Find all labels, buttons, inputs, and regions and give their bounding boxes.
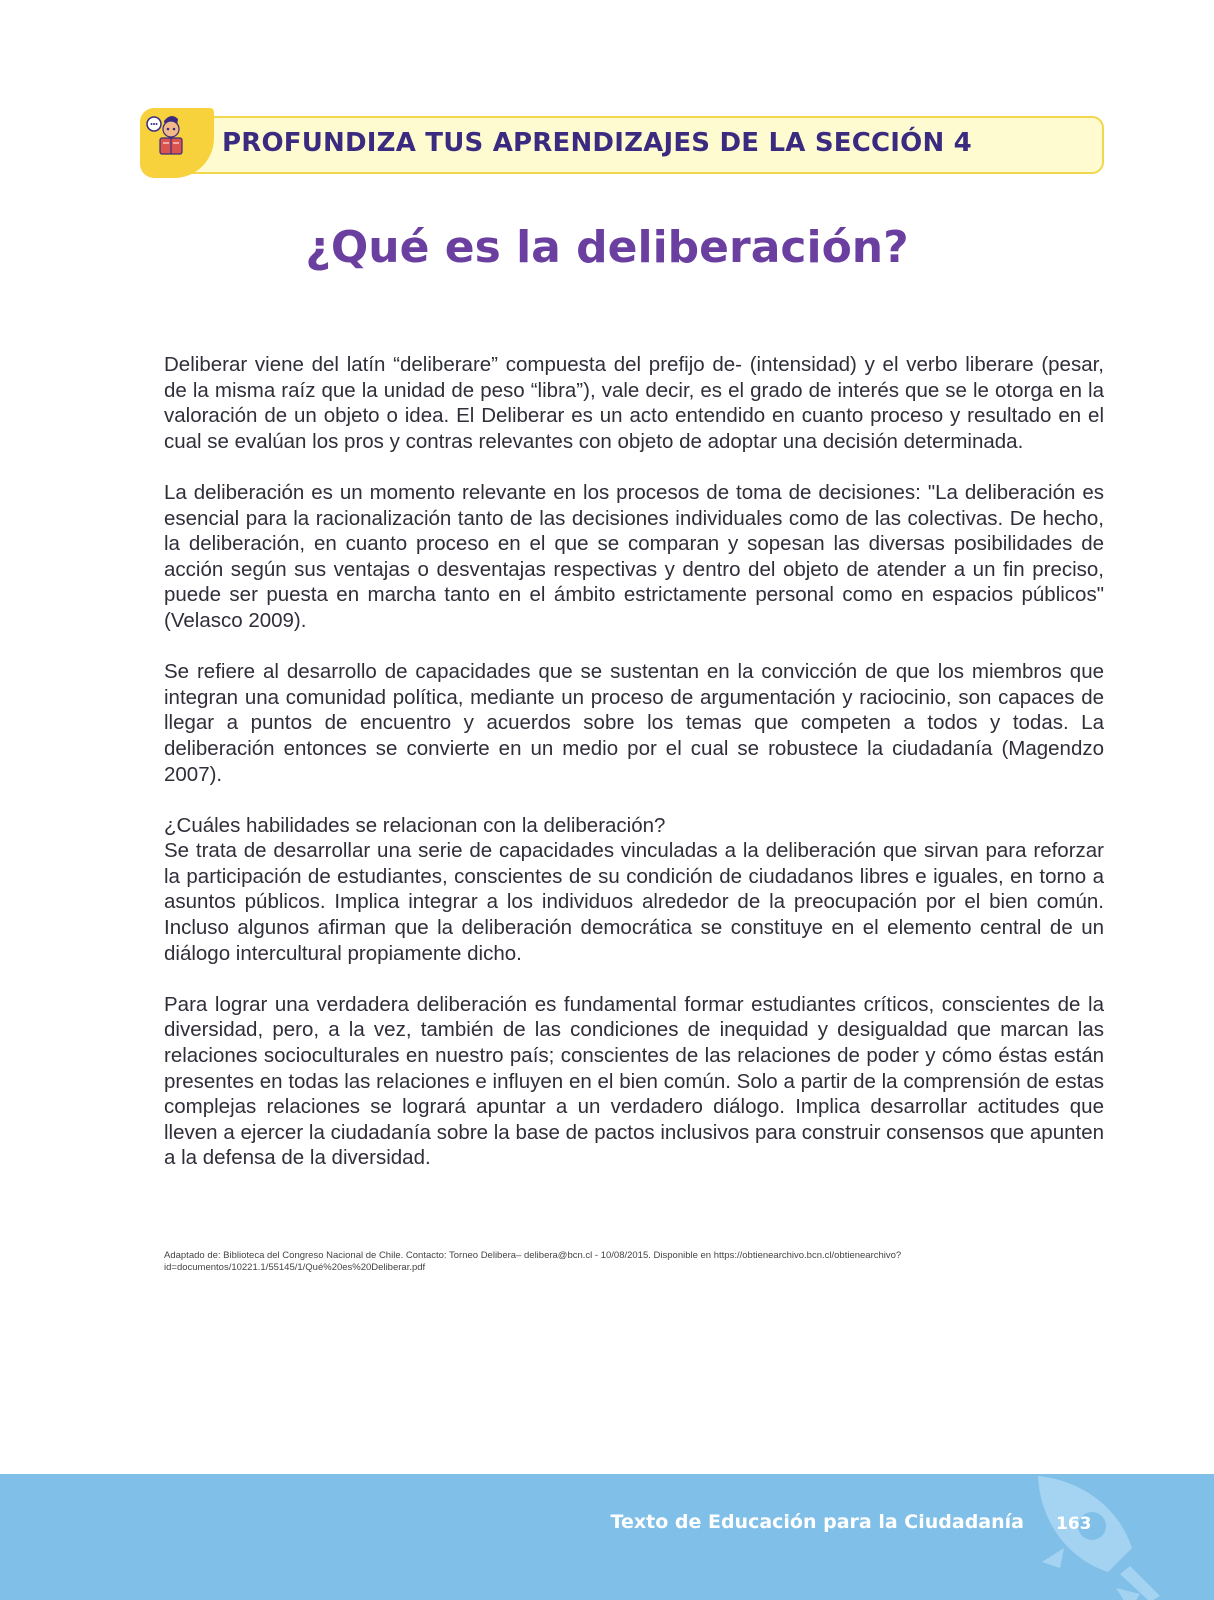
page-number: 163 [1056, 1514, 1092, 1534]
rocket-icon [1020, 1474, 1170, 1600]
paragraph-critical-students: Para lograr una verdadera deliberación es fundamental formar estudiantes críticos, conscientes de la diversidad, pero, a la vez, también de las condiciones de inequidad y desigualdad que marcan las relaciones socioculturales en nuestro país; conscientes de las relaciones de poder y cómo éstas están presentes en todas las relaciones e influyen en el bien común. Solo a partir de la comprensión de estas complejas relaciones se logrará apuntar a un verdadero diálogo. Implica desarrollar actitudes que lleven a ejercer la ciudadanía sobre la base de pactos inclusivos para construir consensos que apunten a la defensa de la diversidad. [164, 992, 1104, 1170]
section-badge [140, 108, 214, 178]
question-heading: ¿Cuáles habilidades se relacionan con la deliberación? [164, 813, 666, 837]
paragraph-decision-making: La deliberación es un momento relevante en los procesos de toma de decisiones: "La deliberación es esencial para la racionalización tanto de las decisiones individuales como de las colectivas. De hecho, la deliberación, en cuanto proceso en el que se comparan y sopesan las diversas posibilidades de acción según sus ventajas o desventajas respectivas y dentro del objeto de atender a un fin preciso, puede ser puesta en marcha tanto en el ámbito estrictamente personal como en espacios públicos" (Velasco 2009). [164, 480, 1104, 632]
book-title: Texto de Educación para la Ciudadanía [610, 1511, 1024, 1533]
page-footer [0, 1474, 1214, 1600]
page-title: ¿Qué es la deliberación? [305, 222, 909, 273]
article-body [164, 352, 1104, 1197]
source-citation: Adaptado de: Biblioteca del Congreso Nacional de Chile. Contacto: Torneo Delibera– delibera@bcn.cl - 10/08/2015. Disponible en https://obtienearchivo.bcn.cl/obtienearchivo?id=documentos/10221.1/55145/1/Qué%20es%20Deliberar.pdf [164, 1250, 902, 1273]
paragraph-capacities: Se refiere al desarrollo de capacidades que se sustentan en la convicción de que los miembros que integran una comunidad política, mediante un proceso de argumentación y raciocinio, son capaces de llegar a puntos de encuentro y acuerdos sobre los temas que competen a todos y todas. La deliberación entonces se convierte en un medio por el cual se robustece la ciudadanía (Magendzo 2007). [164, 660, 1104, 786]
paragraph-skills: Se trata de desarrollar una serie de capacidades vinculadas a la deliberación que sirvan para reforzar la participación de estudiantes, conscientes de su condición de ciudadanos libres e iguales, en torno a asuntos públicos. Implica integrar a los individuos alrededor de la preocupación por el bien común. Incluso algunos afirman que la deliberación democrática se constituye en el elemento central de un diálogo intercultural propiamente dicho. [164, 839, 1104, 965]
section-banner-title: PROFUNDIZA TUS APRENDIZAJES DE LA SECCIÓN 4 [222, 128, 972, 158]
student-reading-icon [140, 108, 214, 178]
paragraph-etymology: Deliberar viene del latín “deliberare” compuesta del prefijo de- (intensidad) y el verbo liberare (pesar, de la misma raíz que la unidad de peso “libra”), vale decir, es el grado de interés que se le otorga en la valoración de un objeto o idea. El Deliberar es un acto entendido en cuanto proceso y resultado en el cual se evalúan los pros y contras relevantes con objeto de adoptar una decisión determinada. [164, 353, 1104, 453]
